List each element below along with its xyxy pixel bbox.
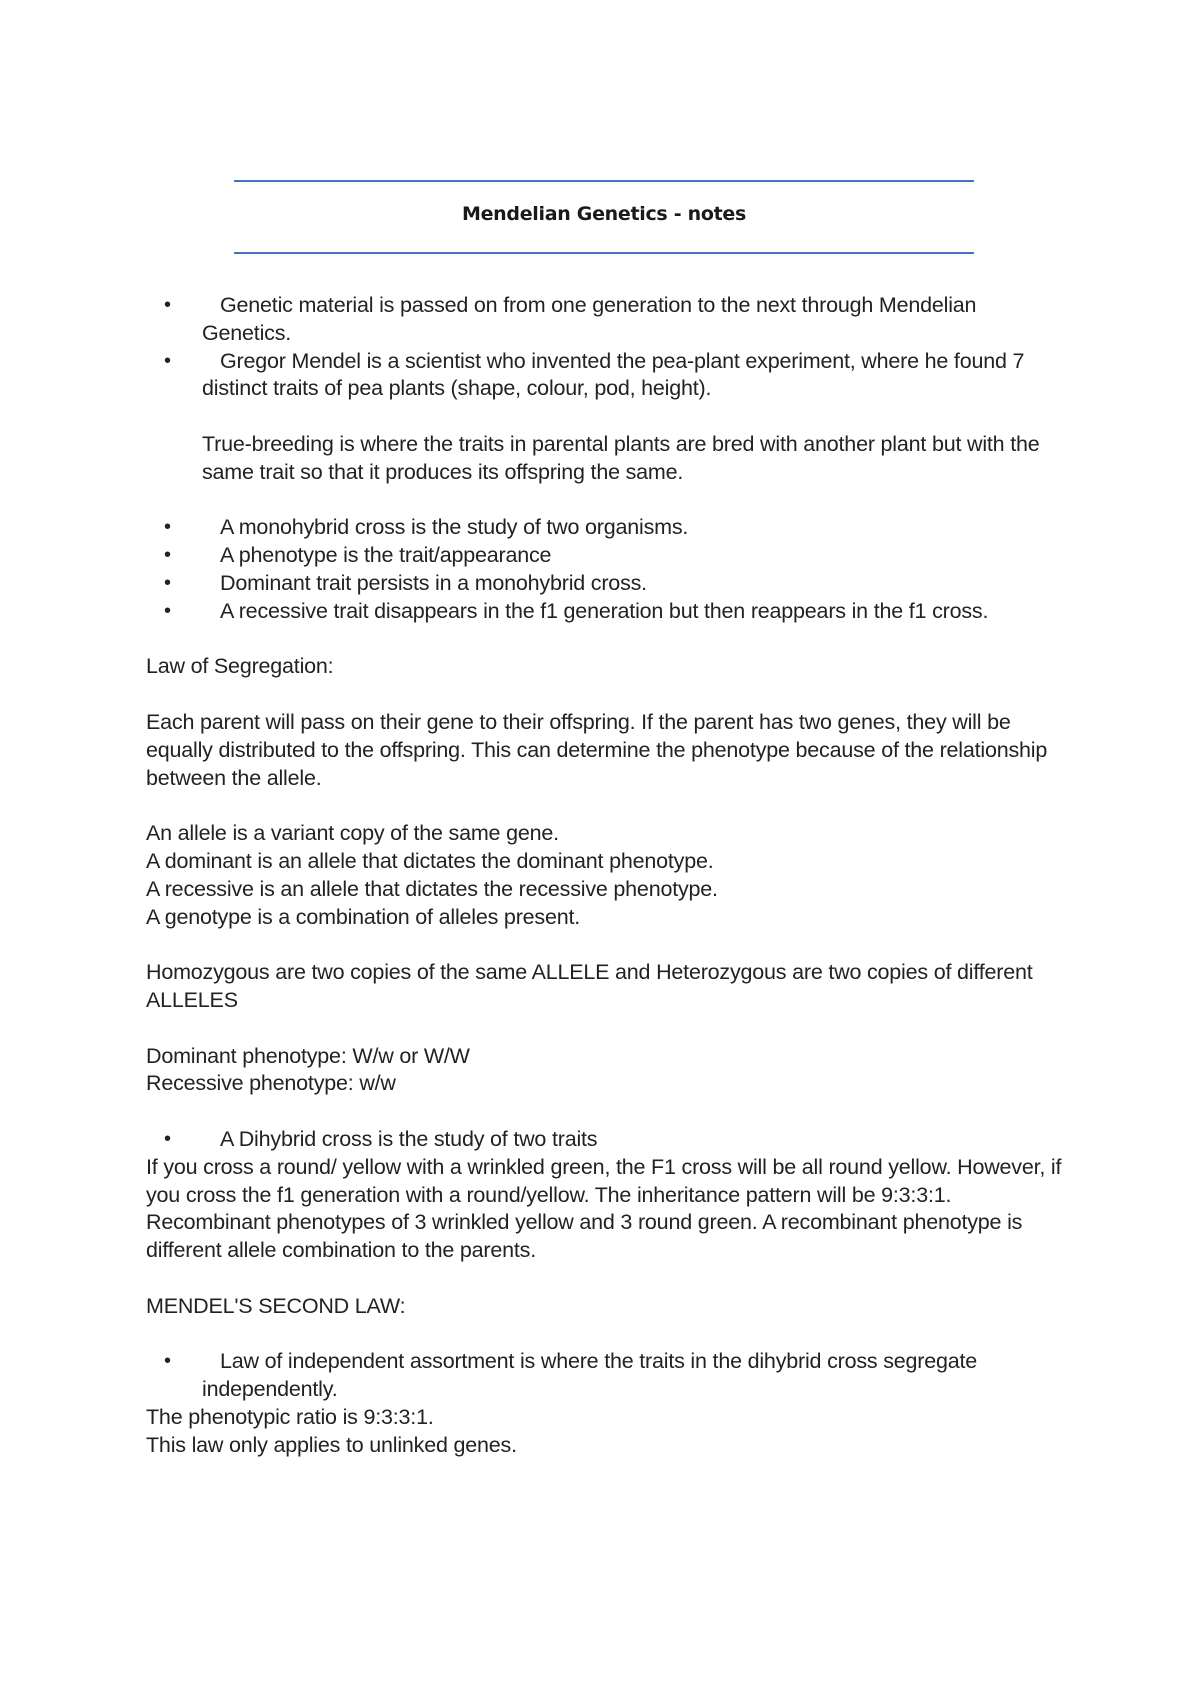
bullet-item	[146, 292, 1066, 348]
bullet-icon: •	[164, 599, 171, 622]
bullet-icon: •	[164, 349, 171, 372]
document-body	[146, 292, 1066, 1459]
second-law-heading: MENDEL'S SECOND LAW:	[146, 1293, 406, 1318]
bullet-text: A Dihybrid cross is the study of two traits	[220, 1126, 598, 1151]
recessive-phenotype-line: Recessive phenotype: w/w	[146, 1071, 396, 1096]
bullet-text: Gregor Mendel is a scientist who invented the pea-plant experiment, where he found 7 distinct traits of pea plants (shape, colour, pod, height).	[202, 348, 1025, 401]
bullet-icon: •	[164, 544, 171, 567]
bullet-icon: •	[164, 571, 171, 594]
bullet-item	[146, 514, 1066, 542]
bullet-text: Genetic material is passed on from one generation to the next through Mendelian Genetics.	[202, 293, 977, 345]
bullet-text: Law of independent assortment is where the traits in the dihybrid cross segregate independently.	[202, 1349, 978, 1402]
homozygous-heterozygous-paragraph: Homozygous are two copies of the same ALLELE and Heterozygous are two copies of different ALLELES	[146, 960, 1033, 1012]
true-breeding-paragraph: True-breeding is where the traits in parental plants are bred with another plant but with the same trait so that it produces its offspring the same.	[202, 431, 1040, 484]
title-bottom-rule	[234, 252, 974, 254]
bullet-item	[146, 598, 1066, 626]
law-of-segregation-heading: Law of Segregation:	[146, 654, 334, 679]
bullet-icon: •	[164, 1350, 171, 1373]
dominant-phenotype-line: Dominant phenotype: W/w or W/W	[146, 1043, 470, 1068]
bullet-item	[146, 1348, 1066, 1404]
bullet-item	[146, 1126, 1066, 1154]
bullet-icon: •	[164, 1127, 171, 1150]
dihybrid-paragraph: If you cross a round/ yellow with a wrinkled green, the F1 cross will be all round yellow. However, if you cross the f1 generation with a round/yellow. The inheritance pattern will be 9:3:3:1. Recombinant phenotypes of 3 wrinkled yellow and 3 round green. A recombinant phenotype is different allele combination to the parents.	[146, 1154, 1062, 1263]
unlinked-genes-line: This law only applies to unlinked genes.	[146, 1432, 517, 1457]
title-top-rule	[234, 180, 974, 182]
bullet-item	[146, 570, 1066, 598]
dominant-definition: A dominant is an allele that dictates the dominant phenotype.	[146, 848, 714, 873]
allele-definition: An allele is a variant copy of the same gene.	[146, 821, 559, 846]
genotype-definition: A genotype is a combination of alleles present.	[146, 904, 581, 929]
phenotypic-ratio-line: The phenotypic ratio is 9:3:3:1.	[146, 1404, 434, 1429]
bullet-text: A phenotype is the trait/appearance	[220, 543, 552, 568]
bullet-text: A monohybrid cross is the study of two organisms.	[220, 515, 689, 540]
law-of-segregation-paragraph: Each parent will pass on their gene to their offspring. If the parent has two genes, they will be equally distributed to the offspring. This can determine the phenotype because of the relationship between the allele.	[146, 709, 1048, 790]
bullet-text: A recessive trait disappears in the f1 generation but then reappears in the f1 cross.	[220, 598, 989, 623]
bullet-text: Dominant trait persists in a monohybrid cross.	[220, 570, 647, 595]
bullet-icon: •	[164, 294, 171, 316]
bullet-icon: •	[164, 516, 171, 539]
bullet-item	[146, 542, 1066, 570]
bullet-item	[146, 348, 1066, 404]
document-title: Mendelian Genetics - notes	[461, 203, 747, 225]
recessive-definition: A recessive is an allele that dictates the recessive phenotype.	[146, 876, 718, 901]
